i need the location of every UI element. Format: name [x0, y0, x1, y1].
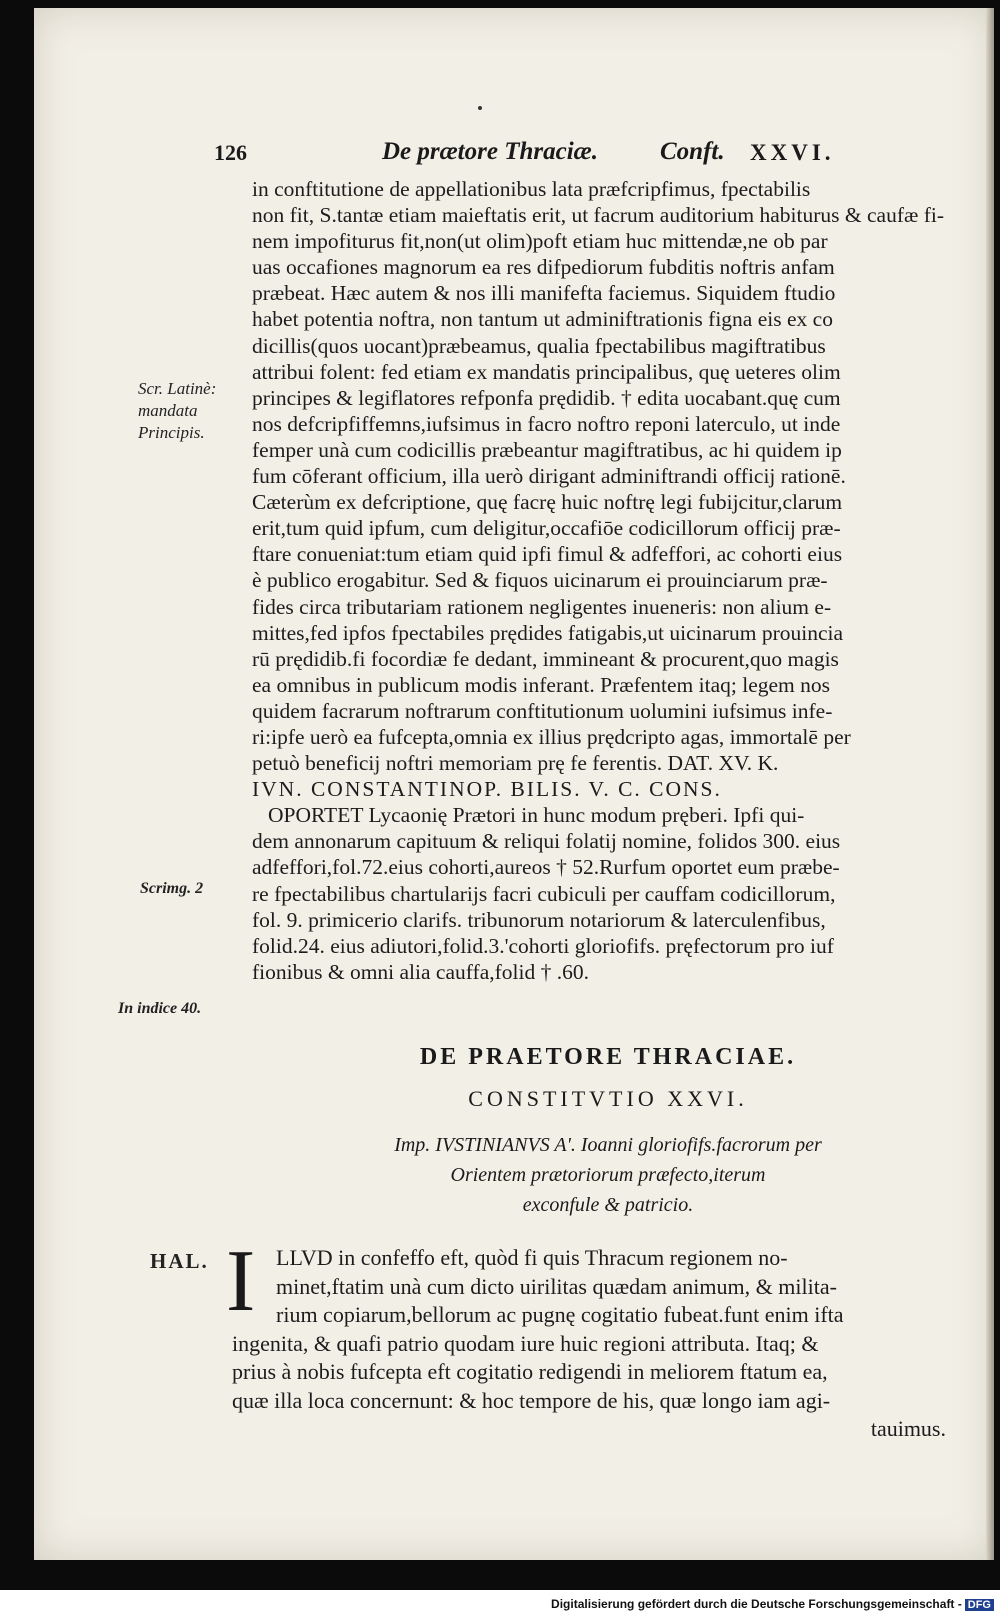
- text-line: adfeffori,fol.72.eius cohorti,aureos † 52.Rurfum oportet eum præbe-: [252, 855, 840, 880]
- margin-note-scrimg: Scrimg. 2: [140, 880, 204, 897]
- text-line: ri:ipfe uerò ea fufcepta,omnia ex illius prędcripto agas, immortalē per: [252, 724, 851, 749]
- text-line: Cæterùm ex defcriptione, quę facrę huic noftrę legi fubijcitur,clarum: [252, 490, 843, 515]
- margin-note-line: Principis.: [138, 423, 205, 442]
- digitization-credit: [551, 1597, 994, 1611]
- text-line: rū prędidib.fi focordiæ fe dedant, immineant & procurent,quo magis: [252, 646, 839, 671]
- constitution-heading: CONSTITVTIO XXVI.: [468, 1086, 748, 1111]
- text-line: habet potentia noftra, non tantum ut adminiftrationis figna eis ex co: [252, 307, 833, 332]
- inscription: [252, 1130, 964, 1220]
- text-line: nem impofiturus fit,non(ut olim)poft etiam huc mittendæ,ne ob par: [252, 229, 828, 254]
- margin-note-line: mandata: [138, 401, 198, 420]
- text-line: folid.24. eius adiutori,folid.3.'cohorti gloriofifs. pręfectorum pro iuf: [252, 933, 834, 958]
- margin-note-hal: HAL.: [150, 1249, 209, 1273]
- inscription-line: Imp. IVSTINIANVS A'. Ioanni gloriofifs.facrorum per: [394, 1134, 822, 1156]
- text-line: è publico erogabitur. Sed & fiquos uicinarum ei prouinciarum præ-: [252, 568, 828, 593]
- text-line: non fit, S.tantæ etiam maieftatis erit, ut facrum auditorium habiturus & caufæ fi-: [252, 203, 945, 228]
- margin-note-line: Scr. Latinè:: [138, 379, 217, 398]
- text-line: quidem facrarum noftrarum conftitutionum uolumini iufsimus infe-: [252, 698, 833, 723]
- text-line: fol. 9. primicerio clarifs. tribunorum notariorum & laterculenfibus,: [252, 907, 826, 932]
- section-title: DE PRAETORE THRACIAE.: [419, 1044, 797, 1070]
- page-number: 126: [214, 140, 247, 165]
- text-line: mittes,fed ipfos fpectabiles prędides fatigabis,ut uicinarum prouincia: [252, 620, 844, 645]
- inscription-line: Orientem prætoriorum præfecto,iterum: [450, 1164, 766, 1186]
- text-line: tauimus.: [870, 1416, 946, 1441]
- text-line: petuò beneficij noftri memoriam prę fe ferentis. DAT. XV. K.: [252, 751, 779, 776]
- text-line: prius à nobis fufcepta eft cogitatio redigendi in meliorem ftatum ea,: [232, 1359, 828, 1384]
- inscription-line: exconfule & patricio.: [522, 1194, 694, 1216]
- text-line: ea omnibus in publicum modis inferant. Præfentem itaq; legem nos: [252, 672, 831, 697]
- text-line: re fpectabilibus chartularijs facri cubiculi per cauffam codicillorum,: [252, 881, 836, 906]
- dfg-logo: DFG: [965, 1599, 994, 1611]
- text-line: in conftitutione de appellationibus lata præfcripfimus, fpectabilis: [252, 177, 811, 201]
- text-line: LLVD in confeffo eft, quòd fi quis Thracum regionem no-: [276, 1245, 788, 1270]
- text-line: OPORTET Lycaonię Prætori in hunc modum pręberi. Ipfi qui-: [268, 803, 805, 828]
- text-line: ftare conueniat:tum etiam quid ipfi fimul & adfeffori, ac cohorti eius: [252, 542, 843, 567]
- running-header: [214, 140, 874, 174]
- text-line: quæ illa loca concernunt: & hoc tempore de his, quæ longo iam agi-: [232, 1387, 831, 1413]
- text-line: nos defcripfiffemns,iufsimus in facro noftro reponi laterculo, ut inde: [252, 411, 841, 436]
- margin-note-indice: In indice 40.: [118, 1000, 202, 1017]
- text-line: minet,ftatim unà cum dicto uirilitas quædam animum, & milita-: [276, 1273, 837, 1299]
- text-line: fides circa tributariam rationem negligentes inueneris: non alium e-: [252, 594, 832, 619]
- text-line: fum cōferant officium, illa uerò dirigant adminiftrandi officij rationē.: [252, 464, 846, 489]
- page-edge: [986, 8, 994, 1560]
- text-line: erit,tum quid ipfum, cum deligitur,occafiōe codicillorum officij præ-: [252, 516, 841, 541]
- text-line: IVN. CONSTANTINOP. BILIS. V. C. CONS.: [252, 777, 722, 802]
- const-label: Conft.: [660, 138, 725, 165]
- credit-text: Digitalisierung gefördert durch die Deutsche Forschungsgemeinschaft -: [551, 1597, 962, 1611]
- main-text-block: [252, 176, 964, 985]
- text-line: principes & legiflatores refponfa prędidib. † edita uocabant.quę cum: [252, 385, 841, 410]
- text-line: femper unà cum codicillis præbeantur magiftratibus, ac hi quidem ip: [252, 437, 842, 462]
- text-line: dem annonarum capituum & reliqui folatij nomine, folidos 300. eius: [252, 829, 841, 854]
- constitution-body: [232, 1244, 960, 1444]
- drop-cap: I: [226, 1233, 256, 1330]
- running-title: De prætore Thraciæ.: [382, 138, 598, 165]
- const-number: XXVI.: [750, 140, 835, 165]
- text-line: attribui folent: fed etiam ex mandatis principalibus, quę ueteres olim: [252, 359, 841, 384]
- text-line: rium copiarum,bellorum ac pugnę cogitatio fubeat.funt enim ifta: [276, 1302, 844, 1327]
- ink-dot: [478, 106, 482, 110]
- text-line: præbeat. Hæc autem & nos illi manifefta faciemus. Siquidem ftudio: [252, 281, 836, 306]
- margin-note-scr: [138, 378, 248, 444]
- text-line: ingenita, & quafi patrio quodam iure huic regioni attributa. Itaq; &: [232, 1330, 819, 1356]
- text-line: dicillis(quos uocant)præbeamus, qualia fpectabilibus magiftratibus: [252, 333, 826, 358]
- text-line: fionibus & omni alia cauffa,folid † .60.: [252, 959, 589, 984]
- text-line: uas occafiones magnorum ea res difpediorum fubditis noftris anfam: [252, 255, 835, 280]
